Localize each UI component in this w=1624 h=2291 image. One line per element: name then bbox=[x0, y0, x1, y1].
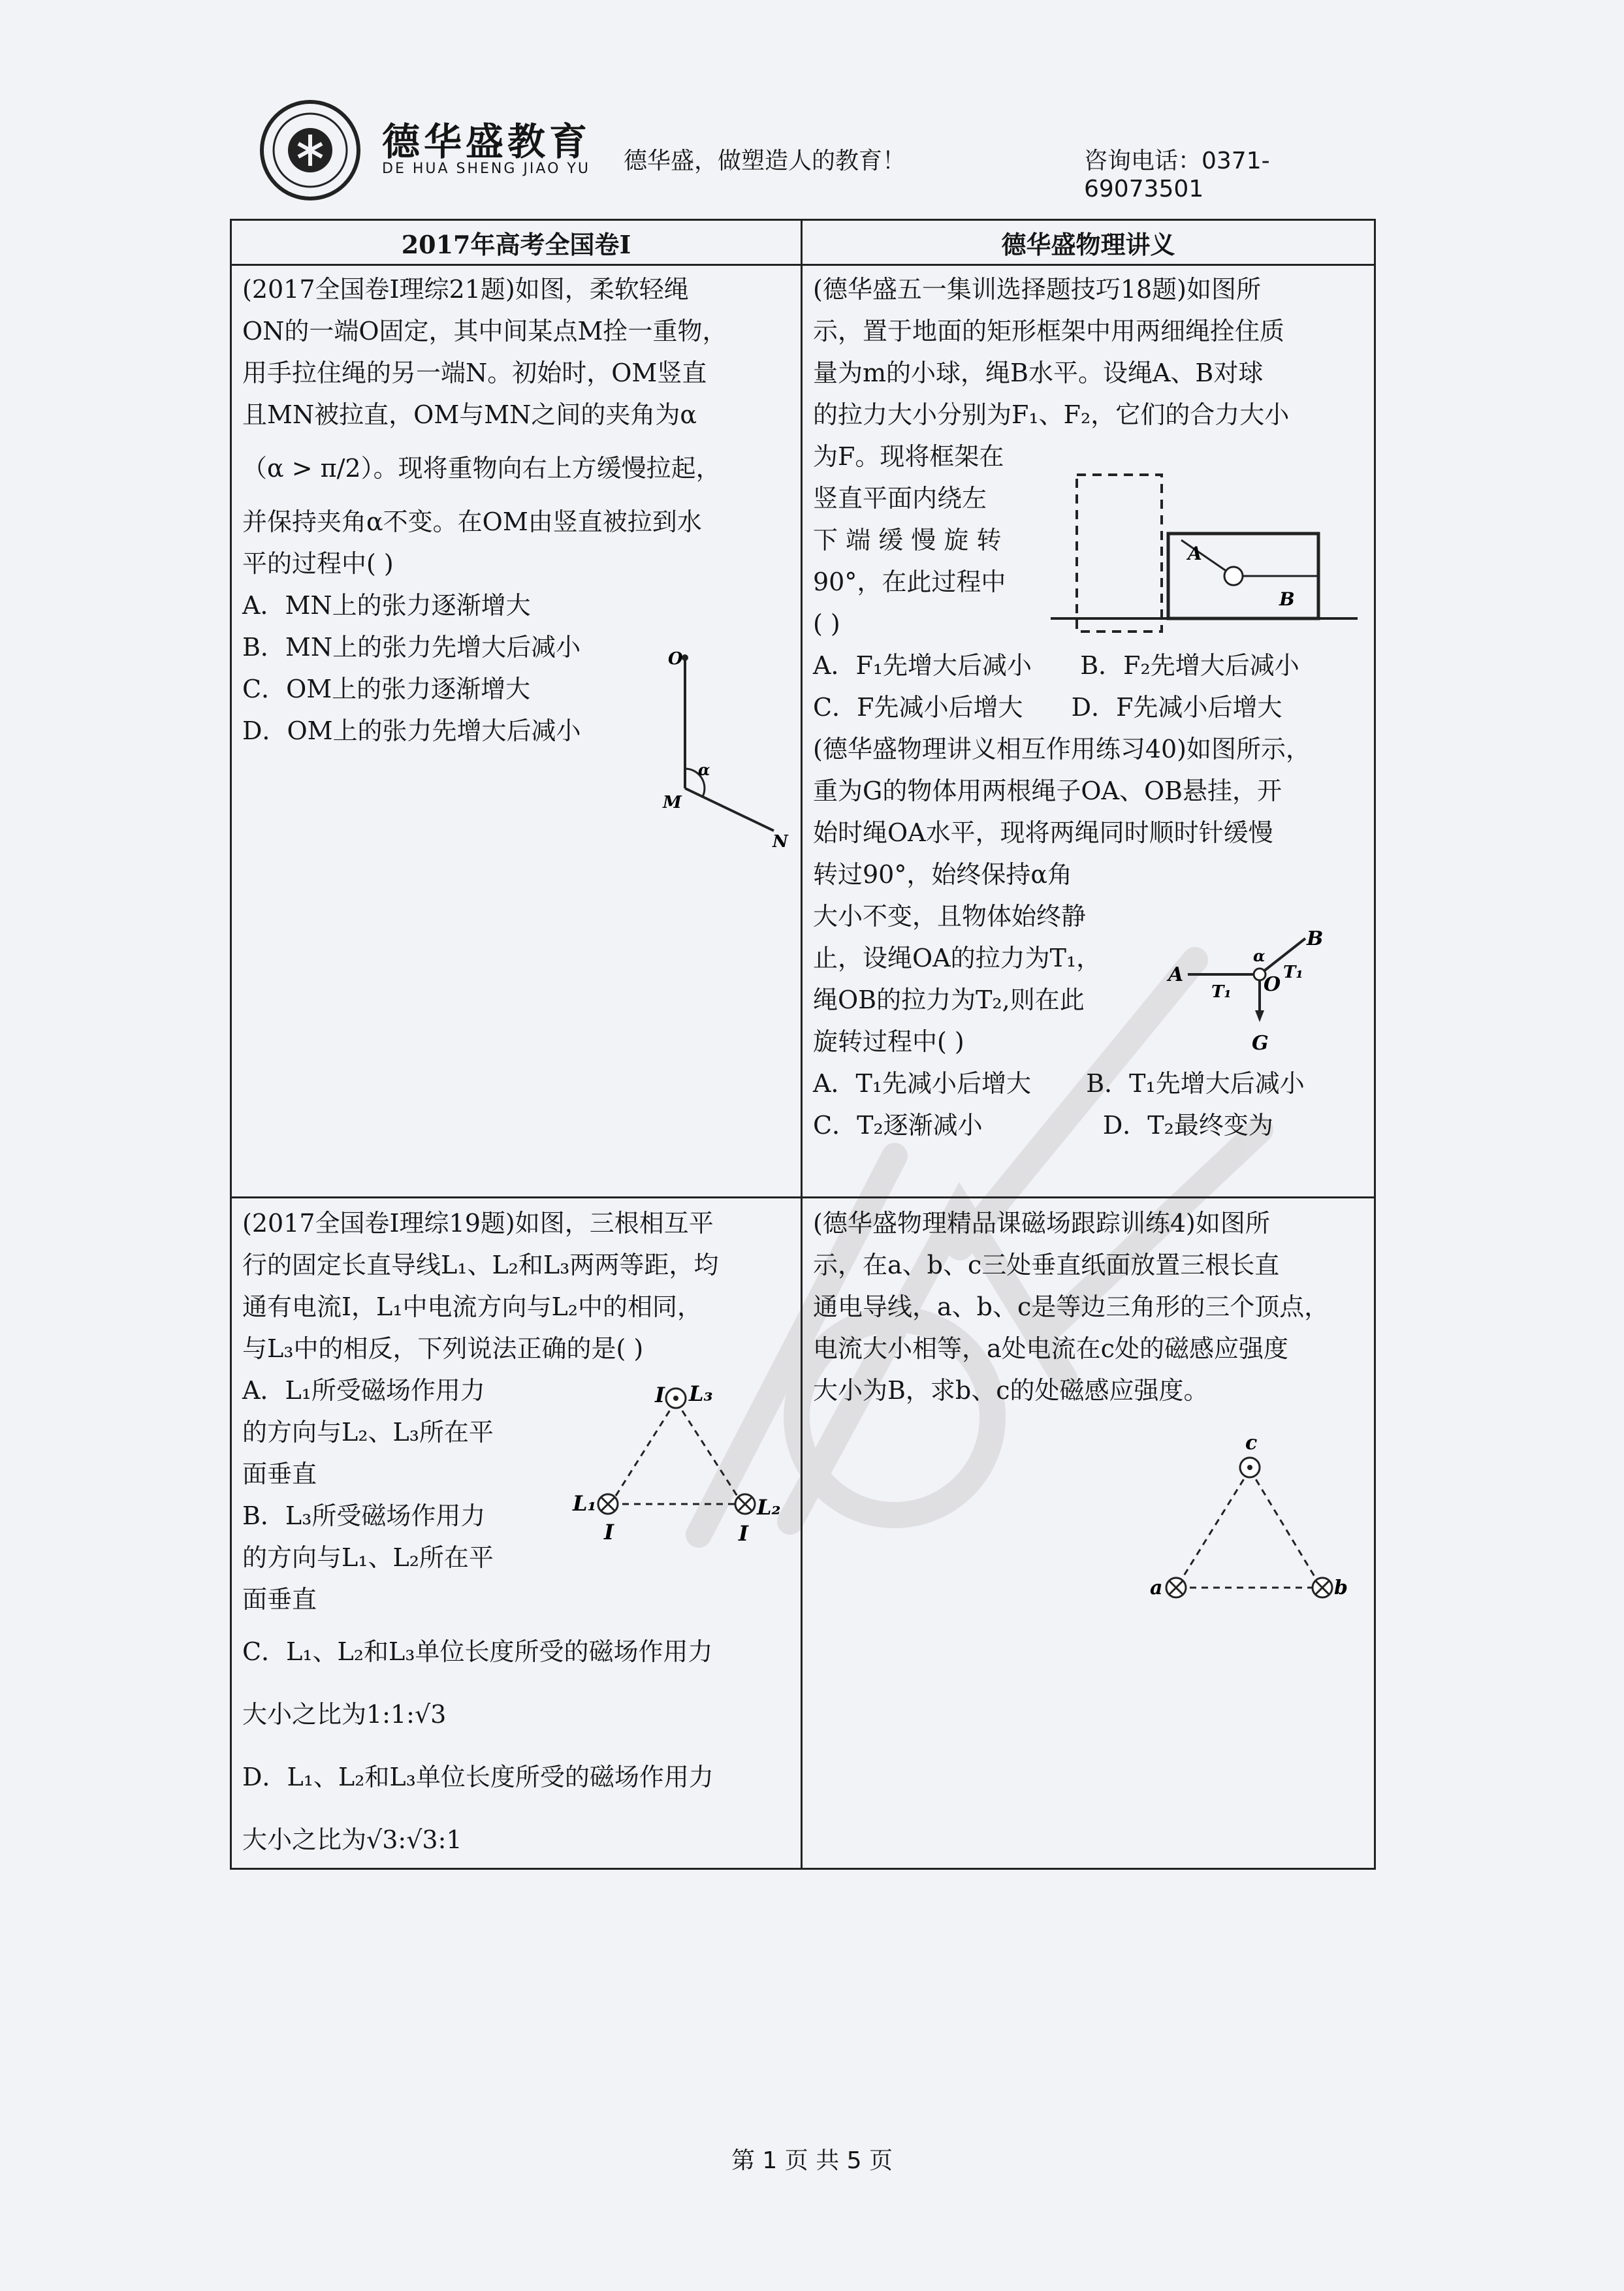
brand-subtitle: DE HUA SHENG JIAO YU bbox=[382, 161, 590, 177]
q4-option-b: 的方向与L₁、L₂所在平 bbox=[242, 1543, 494, 1572]
label-alpha: α bbox=[698, 760, 710, 779]
q5-stem bbox=[813, 1202, 1329, 1411]
q1-line: (2017全国卷Ⅰ理综21题)如图，柔软轻绳 bbox=[242, 275, 689, 304]
q1-option: A．MN上的张力逐渐增大 bbox=[242, 591, 531, 620]
q2-option: B．F₂先增大后减小 bbox=[1080, 651, 1299, 680]
q3-line: 大小不变，且物体始终静 bbox=[813, 902, 1087, 931]
q4-option-a: 的方向与L₂、L₃所在平 bbox=[242, 1418, 494, 1447]
q1-line: ON的一端O固定，其中间某点M拴一重物， bbox=[242, 317, 727, 345]
q4-option-c: 大小之比为1:1:√3 bbox=[242, 1700, 447, 1729]
q1-rope-figure bbox=[656, 645, 787, 854]
comparison-table bbox=[230, 219, 1376, 1870]
q4-option-a: A．L₁所受磁场作用力 bbox=[242, 1376, 485, 1405]
q1-line: （α > π/2）。现将重物向右上方缓慢拉起， bbox=[242, 454, 721, 483]
q3-options-row bbox=[813, 1104, 1361, 1146]
q3-option: A．T₁先减小后增大 bbox=[813, 1069, 1032, 1098]
q5-line: 电流大小相等，a处电流在c处的磁感应强度 bbox=[813, 1334, 1288, 1363]
right-column-header: 德华盛物理讲义 bbox=[802, 220, 1375, 265]
slogan: 德华盛，做塑造人的教育！ bbox=[624, 148, 906, 174]
label-B: B bbox=[1307, 927, 1324, 950]
q5-line: 大小为B，求b、c的处磁感应强度。 bbox=[813, 1376, 1209, 1405]
left-column-header: 2017年高考全国卷Ⅰ bbox=[231, 220, 802, 265]
q3-option: B．T₁先增大后减小 bbox=[1086, 1069, 1305, 1098]
q4-line: 行的固定长直导线L₁、L₂和L₃两两等距，均 bbox=[242, 1251, 719, 1279]
label-alpha: α bbox=[1253, 946, 1266, 965]
q3-line: 绳OB的拉力为T₂,则在此 bbox=[813, 985, 1085, 1014]
label-A: A bbox=[1188, 543, 1202, 564]
label-c: c bbox=[1245, 1432, 1258, 1454]
q2-options-row bbox=[813, 645, 1361, 686]
q4-option-d: 大小之比为√3:√3:1 bbox=[242, 1825, 462, 1854]
q2-line: 的拉力大小分别为F₁、F₂，它们的合力大小 bbox=[813, 400, 1290, 429]
q3-line: (德华盛物理讲义相互作用练习40)如图所示， bbox=[813, 735, 1311, 763]
label-L2: L₂ bbox=[757, 1495, 781, 1520]
q4-line: 与L₃中的相反，下列说法正确的是( ) bbox=[242, 1334, 644, 1363]
q4-option-b: 面垂直 bbox=[242, 1585, 317, 1614]
q2-line: 示，置于地面的矩形框架中用两细绳拴住质 bbox=[813, 317, 1285, 345]
q2-line: 量为m的小球，绳B水平。设绳A、B对球 bbox=[813, 359, 1264, 387]
q4-option-a: 面垂直 bbox=[242, 1460, 317, 1488]
q2-option: C．F先减小后增大 bbox=[813, 693, 1023, 722]
question-cell-q4 bbox=[231, 1198, 802, 1869]
q2-options-row bbox=[813, 686, 1361, 728]
q3-option: D．T₂最终变为 bbox=[1102, 1111, 1273, 1140]
q4-option-b: B．L₃所受磁场作用力 bbox=[242, 1501, 486, 1530]
q1-line: 并保持夹角α不变。在OM由竖直被拉到水 bbox=[242, 507, 702, 536]
current-in-icon bbox=[1166, 1578, 1186, 1597]
page-footer: 第 1 页 共 5 页 bbox=[731, 2147, 893, 2174]
q2-line: (德华盛五一集训选择题技巧18题)如图所 bbox=[813, 275, 1262, 304]
q3-line: 转过90°，始终保持α角 bbox=[813, 860, 1073, 889]
q2-line: 90°，在此过程中 bbox=[813, 568, 1006, 596]
q3-option: C．T₂逐渐减小 bbox=[813, 1111, 983, 1140]
q3-line: 重为G的物体用两根绳子OA、OB悬挂，开 bbox=[813, 777, 1282, 805]
q2-frame-figure bbox=[1051, 462, 1358, 612]
current-out-icon bbox=[666, 1388, 686, 1408]
q4-option-c: C．L₁、L₂和L₃单位长度所受的磁场作用力 bbox=[242, 1637, 713, 1666]
q3-options bbox=[813, 1063, 1361, 1146]
q3-options-row bbox=[813, 1063, 1361, 1104]
q1-line: 平的过程中( ) bbox=[242, 549, 394, 578]
q1-stem bbox=[242, 268, 727, 752]
q1-option: C．OM上的张力逐渐增大 bbox=[242, 675, 531, 703]
current-out-icon bbox=[1240, 1458, 1260, 1477]
label-M: M bbox=[663, 793, 682, 812]
q3-line: 止，设绳OA的拉力为T₁， bbox=[813, 944, 1102, 972]
label-I: I bbox=[604, 1520, 614, 1545]
q5-triangle-figure bbox=[1116, 1432, 1348, 1629]
label-G: G bbox=[1252, 1032, 1269, 1055]
current-in-icon bbox=[1313, 1578, 1332, 1597]
question-cell-q2-q3 bbox=[802, 265, 1375, 1198]
q3-line: 旋转过程中( ) bbox=[813, 1027, 964, 1056]
q4-option-d: D．L₁、L₂和L₃单位长度所受的磁场作用力 bbox=[242, 1763, 714, 1791]
label-a: a bbox=[1150, 1577, 1163, 1599]
label-L1: L₁ bbox=[573, 1491, 597, 1516]
q3-suspension-figure bbox=[1168, 925, 1364, 1069]
q1-option: D．OM上的张力先增大后减小 bbox=[242, 716, 581, 745]
label-A: A bbox=[1168, 963, 1184, 986]
q1-option: B．MN上的张力先增大后减小 bbox=[242, 633, 581, 662]
label-O: O bbox=[1264, 973, 1281, 996]
label-N: N bbox=[772, 832, 788, 852]
question-cell-q1 bbox=[231, 265, 802, 1198]
q2-line: 下 端 缓 慢 旋 转 bbox=[813, 526, 1002, 554]
q4-line: (2017全国卷Ⅰ理综19题)如图，三根相互平 bbox=[242, 1209, 714, 1238]
logo-seal-icon bbox=[258, 98, 362, 202]
current-in-icon bbox=[598, 1494, 618, 1514]
q2-line: ( ) bbox=[813, 609, 840, 638]
q2-option: D．F先减小后增大 bbox=[1071, 693, 1282, 722]
page-header bbox=[258, 98, 1368, 202]
label-T1: T₁ bbox=[1211, 982, 1232, 1002]
q2-line: 竖直平面内绕左 bbox=[813, 484, 987, 513]
q5-line: 示，在a、b、c三处垂直纸面放置三根长直 bbox=[813, 1251, 1280, 1279]
label-I: I bbox=[739, 1521, 748, 1546]
phone-number: 咨询电话：0371-69073501 bbox=[1084, 148, 1270, 202]
q5-line: (德华盛物理精品课磁场跟踪训练4)如图所 bbox=[813, 1209, 1270, 1238]
question-cell-q5 bbox=[802, 1198, 1375, 1869]
label-L3: L₃ bbox=[689, 1381, 713, 1406]
label-I: I bbox=[655, 1383, 665, 1407]
current-in-icon bbox=[735, 1494, 755, 1514]
brand-name: 德华盛教育 bbox=[382, 120, 592, 164]
q4-line: 通有电流I，L₁中电流方向与L₂中的相同， bbox=[242, 1292, 702, 1321]
label-O: O bbox=[668, 649, 683, 669]
q3-line: 始时绳OA水平，现将两绳同时顺时针缓慢 bbox=[813, 818, 1273, 847]
q5-line: 通电导线，a、b、c是等边三角形的三个顶点， bbox=[813, 1292, 1329, 1321]
label-b: b bbox=[1334, 1577, 1348, 1599]
label-T1: T₁ bbox=[1283, 963, 1303, 982]
q2-line: 为F。现将框架在 bbox=[813, 442, 1004, 471]
q4-wires-figure bbox=[571, 1362, 793, 1551]
q2-option: A．F₁先增大后减小 bbox=[813, 651, 1032, 680]
q1-line: 且MN被拉直，OM与MN之间的夹角为α bbox=[242, 400, 697, 429]
label-B: B bbox=[1279, 588, 1295, 610]
q1-line: 用手拉住绳的另一端N。初始时，OM竖直 bbox=[242, 359, 707, 387]
q2-options bbox=[813, 645, 1361, 728]
